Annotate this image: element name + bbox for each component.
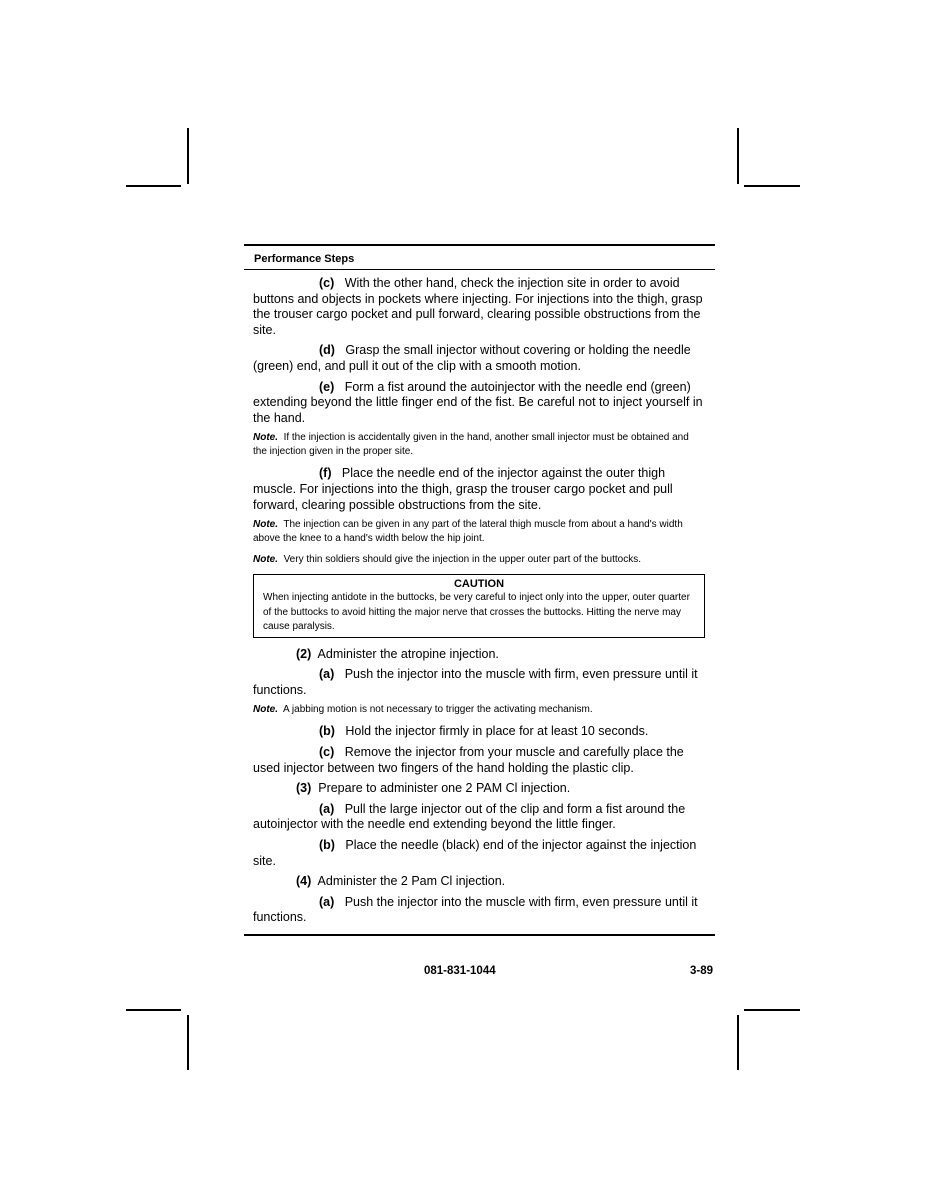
step-e-form-fist: (e) Form a fist around the autoinjector with the needle end (green) extending beyond the little finger end of the fist. Be careful not to inject yourself in the hand. [253, 379, 703, 425]
crop-mark-top-right-vertical [737, 128, 739, 184]
crop-mark-top-left-horizontal [126, 185, 181, 187]
step-2c-remove-injector: (c) Remove the injector from your muscle and carefully place the used injector between two fingers of the hand holding the plastic clip. [253, 745, 684, 775]
step-f-place-needle: (f) Place the needle end of the injector against the outer thigh muscle. For injections into the thigh, grasp the trouser cargo pocket and pull forward, clearing possible obstructions from the site. [253, 466, 673, 512]
step-2a-push-injector: (a) Push the injector into the muscle with firm, even pressure until it functions. [253, 667, 698, 697]
note-thigh-muscle: Note. The injection can be given in any part of the lateral thigh muscle from about a hand's width above the knee to a hand's width below the hip joint. [253, 519, 683, 545]
crop-mark-bottom-right-horizontal [744, 1009, 800, 1011]
note-hand-injection: Note. If the injection is accidentally given in the hand, another small injector must be obtained and the injection given in the proper site. [253, 432, 689, 458]
caution-box [253, 574, 705, 638]
step-4-administer-2pam: (4) Administer the 2 Pam Cl injection. [296, 874, 506, 889]
step-3a-pull-large-injector: (a) Pull the large injector out of the clip and form a fist around the autoinjector with the needle end extending beyond the little finger. [253, 801, 686, 832]
bottom-rule [244, 934, 715, 936]
step-3-prepare-2pam: (3) Prepare to administer one 2 PAM Cl injection. [296, 781, 571, 796]
crop-mark-top-left-vertical [187, 128, 189, 184]
step-c-check-site: (c) With the other hand, check the injection site in order to avoid buttons and objects in pockets where injecting. For injections into the thigh, grasp the trouser cargo pocket and pull forward, clearing possible obstructions from the site. [253, 276, 703, 337]
page-number: 3-89 [690, 965, 714, 977]
step-2-administer-atropine: (2) Administer the atropine injection. [296, 646, 499, 661]
crop-mark-bottom-left-vertical [187, 1015, 189, 1070]
caution-text: When injecting antidote in the buttocks, be very careful to inject only into the upper, outer quarter of the buttocks to avoid hitting the major nerve that crosses the buttocks. Hitting the nerve may cause paralysis. [263, 592, 690, 633]
page-content [244, 244, 715, 931]
crop-mark-top-right-horizontal [744, 185, 800, 187]
step-3b-place-needle: (b) Place the needle (black) end of the injector against the injection site. [253, 837, 697, 868]
steps-body [244, 270, 715, 926]
section-heading: Performance Steps [254, 253, 355, 265]
step-d-grasp-small-injector: (d) Grasp the small injector without covering or holding the needle (green) end, and pull it out of the clip with a smooth motion. [253, 343, 691, 373]
step-4a-push-injector: (a) Push the injector into the muscle with firm, even pressure until it functions. [253, 894, 698, 925]
document-number: 081-831-1044 [424, 965, 496, 977]
caution-title: CAUTION [453, 578, 505, 591]
crop-mark-bottom-right-vertical [737, 1015, 739, 1070]
crop-mark-bottom-left-horizontal [126, 1009, 181, 1011]
note-thin-soldiers: Note. Very thin soldiers should give the injection in the upper outer part of the buttocks. [253, 554, 641, 566]
note-jabbing-motion: Note. A jabbing motion is not necessary to trigger the activating mechanism. [253, 704, 593, 716]
step-2b-hold-injector: (b) Hold the injector firmly in place for at least 10 seconds. [319, 724, 649, 739]
